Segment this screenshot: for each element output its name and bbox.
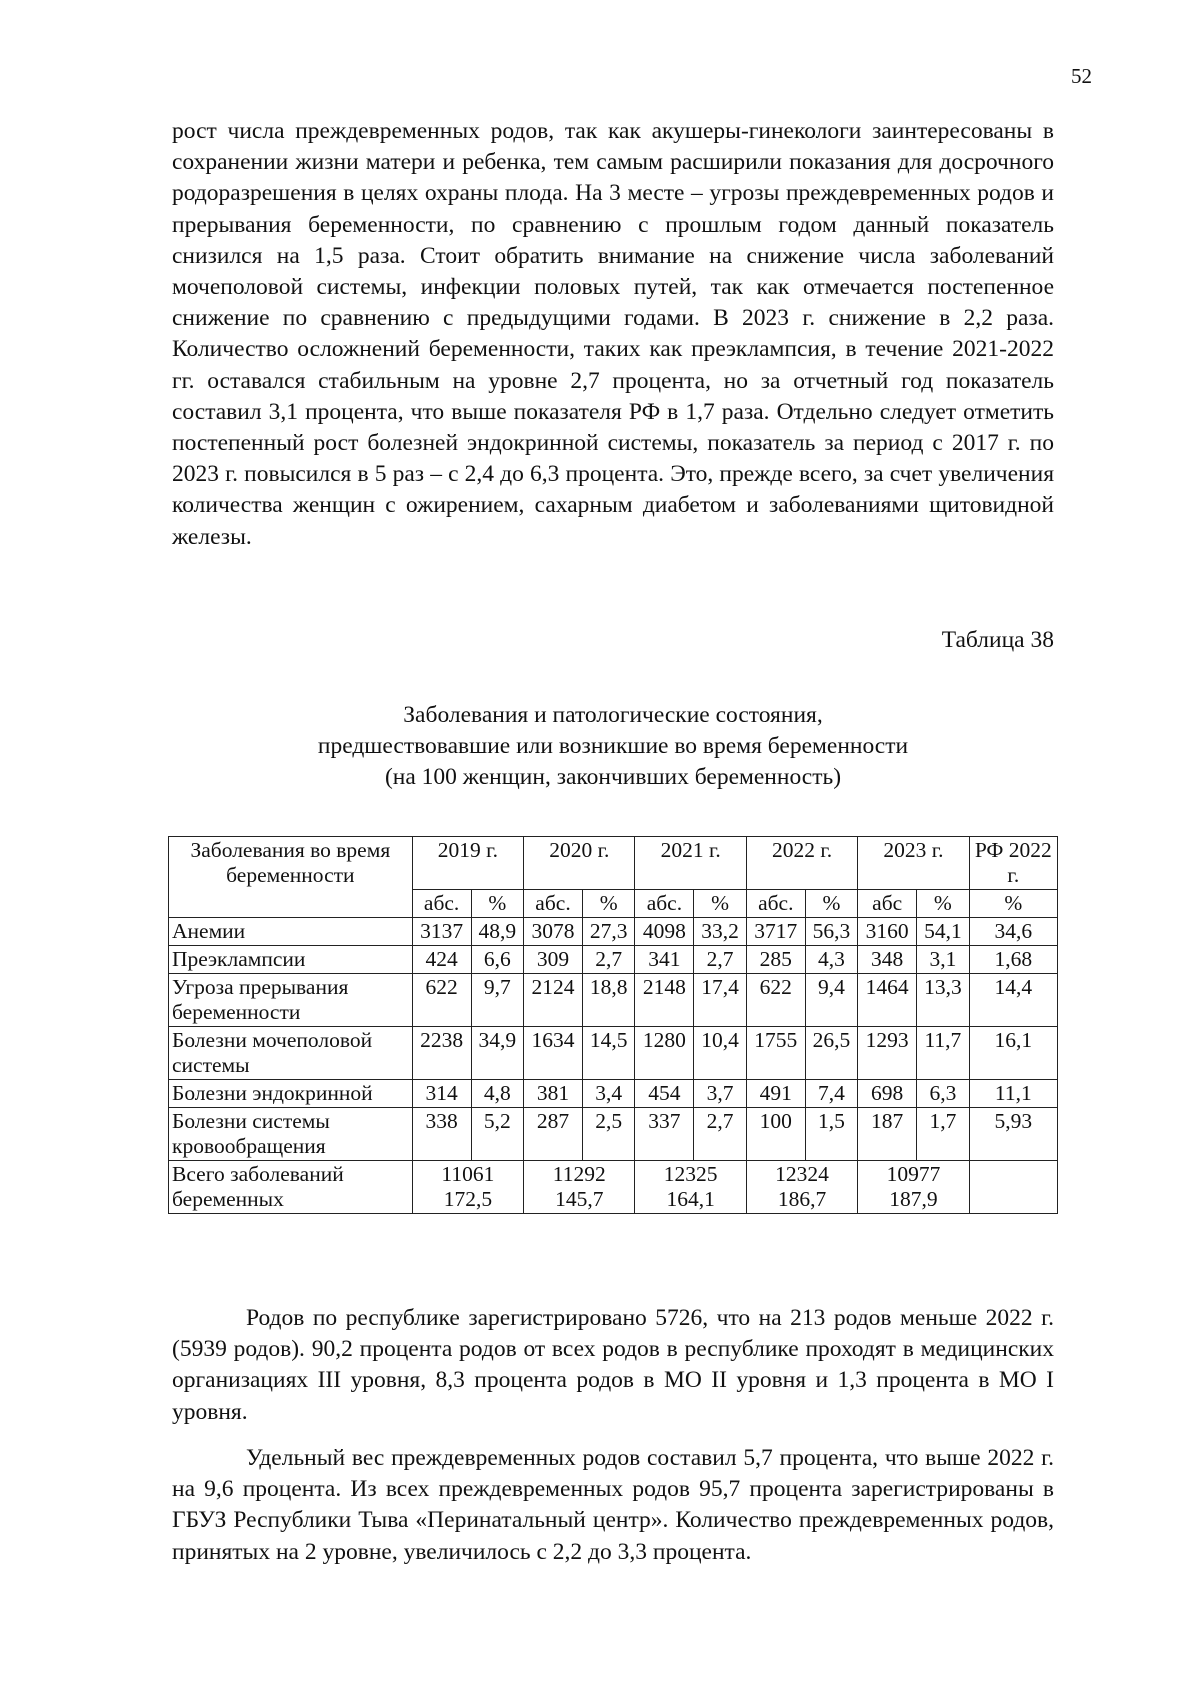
table-caption-line: Заболевания и патологические состояния, bbox=[403, 702, 823, 728]
row-rf-value: 1,68 bbox=[969, 946, 1057, 974]
row-pct-value: 1,5 bbox=[805, 1108, 858, 1161]
total-abs: 11061 bbox=[441, 1162, 495, 1186]
table-caption bbox=[172, 700, 1054, 793]
row-rf-value: 14,4 bbox=[969, 974, 1057, 1027]
row-abs-value: 3078 bbox=[524, 918, 583, 946]
table-row bbox=[169, 1027, 1058, 1080]
row-pct-value: 18,8 bbox=[582, 974, 635, 1027]
paragraph-intro: рост числа преждевременных родов, так как акушеры-гинекологи заинтересованы в сохранении жизни матери и ребенка, тем самым расширили показания для досрочного родоразрешения в целях охраны плода. На 3 месте – угрозы преждевременных родов и прерывания беременности, по сравнению с прошлым годом данный показатель снизился на 1,5 раза. Стоит обратить внимание на снижение числа заболеваний мочеполовой системы, инфекции половых путей, так как отмечается постепенное снижение по сравнению с предыдущими годами. В 2023 г. снижение в 2,2 раза. Количество осложнений беременности, таких как преэклампсия, в течение 2021-2022 гг. оставался стабильным на уровне 2,7 процента, но за отчетный год показатель составил 3,1 процента, что выше показателя РФ в 1,7 раза. Отдельно следует отметить постепенный рост болезней эндокринной системы, показатель за период с 2017 г. по 2023 г. повысился в 5 раз – с 2,4 до 6,3 процента. Это, прежде всего, за счет увеличения количества женщин с ожирением, сахарным диабетом и заболеваниями щитовидной железы. bbox=[172, 118, 1054, 550]
row-pct-value: 33,2 bbox=[694, 918, 747, 946]
total-cell bbox=[746, 1161, 857, 1214]
total-rate: 164,1 bbox=[666, 1187, 715, 1211]
row-abs-value: 2238 bbox=[412, 1027, 471, 1080]
subheader-cell: абс. bbox=[524, 890, 583, 918]
row-disease-name: Преэклампсии bbox=[169, 946, 413, 974]
row-abs-value: 3137 bbox=[412, 918, 471, 946]
row-abs-value: 622 bbox=[412, 974, 471, 1027]
total-rf bbox=[969, 1161, 1057, 1214]
total-abs: 12325 bbox=[663, 1162, 718, 1186]
table-row bbox=[169, 918, 1058, 946]
row-abs-value: 287 bbox=[524, 1108, 583, 1161]
header-year: 2020 г. bbox=[524, 837, 635, 890]
page-number: 52 bbox=[1071, 64, 1092, 88]
total-rate: 186,7 bbox=[777, 1187, 827, 1211]
header-rf: РФ 2022 г. bbox=[969, 837, 1057, 890]
total-cell bbox=[635, 1161, 746, 1214]
subheader-cell: % bbox=[694, 890, 747, 918]
row-pct-value: 27,3 bbox=[582, 918, 635, 946]
row-pct-value: 2,5 bbox=[582, 1108, 635, 1161]
row-abs-value: 285 bbox=[746, 946, 805, 974]
subheader-cell: % bbox=[969, 890, 1057, 918]
row-pct-value: 2,7 bbox=[582, 946, 635, 974]
subheader-cell: абс. bbox=[635, 890, 694, 918]
row-pct-value: 5,2 bbox=[471, 1108, 524, 1161]
row-disease-name: Болезни мочеполовой системы bbox=[169, 1027, 413, 1080]
row-abs-value: 4098 bbox=[635, 918, 694, 946]
row-disease-name: Угроза прерывания беременности bbox=[169, 974, 413, 1027]
total-abs: 10977 bbox=[886, 1162, 941, 1186]
row-pct-value: 56,3 bbox=[805, 918, 858, 946]
subheader-cell: % bbox=[917, 890, 970, 918]
row-abs-value: 348 bbox=[858, 946, 917, 974]
table-row bbox=[169, 974, 1058, 1027]
table-header-row bbox=[169, 837, 1058, 890]
row-pct-value: 26,5 bbox=[805, 1027, 858, 1080]
row-abs-value: 341 bbox=[635, 946, 694, 974]
diseases-table bbox=[168, 836, 1058, 1214]
row-pct-value: 13,3 bbox=[917, 974, 970, 1027]
subheader-cell: % bbox=[582, 890, 635, 918]
row-pct-value: 10,4 bbox=[694, 1027, 747, 1080]
row-rf-value: 5,93 bbox=[969, 1108, 1057, 1161]
row-rf-value: 34,6 bbox=[969, 918, 1057, 946]
row-abs-value: 338 bbox=[412, 1108, 471, 1161]
table-row bbox=[169, 1108, 1058, 1161]
total-rate: 145,7 bbox=[555, 1187, 604, 1211]
row-abs-value: 309 bbox=[524, 946, 583, 974]
row-abs-value: 622 bbox=[746, 974, 805, 1027]
row-abs-value: 1755 bbox=[746, 1027, 805, 1080]
row-pct-value: 17,4 bbox=[694, 974, 747, 1027]
row-pct-value: 6,3 bbox=[917, 1080, 970, 1108]
row-pct-value: 14,5 bbox=[582, 1027, 635, 1080]
row-pct-value: 3,1 bbox=[917, 946, 970, 974]
total-cell bbox=[412, 1161, 523, 1214]
total-name: Всего заболеваний беременных bbox=[169, 1161, 413, 1214]
subheader-cell: абс bbox=[858, 890, 917, 918]
row-abs-value: 100 bbox=[746, 1108, 805, 1161]
header-disease-name: Заболевания во время беременности bbox=[169, 837, 413, 918]
paragraph-births: Родов по республике зарегистрировано 5726, что на 213 родов меньше 2022 г. (5939 родов). 90,2 процента родов от всех родов в республике проходят в медицинских организациях III уровня, 8,3 процента родов в МО II уровня и 1,3 процента в МО I уровня. bbox=[172, 1305, 1054, 1425]
row-pct-value: 3,4 bbox=[582, 1080, 635, 1108]
header-year: 2023 г. bbox=[858, 837, 969, 890]
subheader-cell: % bbox=[805, 890, 858, 918]
row-abs-value: 2124 bbox=[524, 974, 583, 1027]
total-abs: 11292 bbox=[552, 1162, 606, 1186]
row-abs-value: 1293 bbox=[858, 1027, 917, 1080]
table-label: Таблица 38 bbox=[941, 627, 1054, 653]
total-rate: 187,9 bbox=[889, 1187, 938, 1211]
header-year: 2022 г. bbox=[746, 837, 857, 890]
total-cell bbox=[524, 1161, 635, 1214]
table-caption-line: предшествовавшие или возникшие во время беременности bbox=[317, 733, 909, 759]
total-cell bbox=[858, 1161, 969, 1214]
subheader-cell: абс. bbox=[412, 890, 471, 918]
row-abs-value: 1464 bbox=[858, 974, 917, 1027]
table-row bbox=[169, 946, 1058, 974]
row-pct-value: 4,3 bbox=[805, 946, 858, 974]
row-pct-value: 11,7 bbox=[917, 1027, 970, 1080]
row-abs-value: 3717 bbox=[746, 918, 805, 946]
row-disease-name: Болезни системы кровообращения bbox=[169, 1108, 413, 1161]
row-pct-value: 48,9 bbox=[471, 918, 524, 946]
row-abs-value: 3160 bbox=[858, 918, 917, 946]
row-pct-value: 1,7 bbox=[917, 1108, 970, 1161]
row-rf-value: 16,1 bbox=[969, 1027, 1057, 1080]
row-abs-value: 491 bbox=[746, 1080, 805, 1108]
row-disease-name: Болезни эндокринной bbox=[169, 1080, 413, 1108]
table-body bbox=[169, 918, 1058, 1161]
row-rf-value: 11,1 bbox=[969, 1080, 1057, 1108]
row-abs-value: 1634 bbox=[524, 1027, 583, 1080]
total-rate: 172,5 bbox=[443, 1187, 493, 1211]
row-pct-value: 6,6 bbox=[471, 946, 524, 974]
table-caption-line: (на 100 женщин, закончивших беременность) bbox=[384, 764, 842, 790]
row-pct-value: 54,1 bbox=[917, 918, 970, 946]
row-pct-value: 4,8 bbox=[471, 1080, 524, 1108]
header-year: 2019 г. bbox=[412, 837, 523, 890]
table-row-total bbox=[169, 1161, 1058, 1214]
subheader-cell: % bbox=[471, 890, 524, 918]
row-abs-value: 1280 bbox=[635, 1027, 694, 1080]
row-abs-value: 424 bbox=[412, 946, 471, 974]
table-row bbox=[169, 1080, 1058, 1108]
row-disease-name: Анемии bbox=[169, 918, 413, 946]
row-abs-value: 314 bbox=[412, 1080, 471, 1108]
row-abs-value: 2148 bbox=[635, 974, 694, 1027]
row-pct-value: 9,4 bbox=[805, 974, 858, 1027]
row-pct-value: 3,7 bbox=[694, 1080, 747, 1108]
row-abs-value: 698 bbox=[858, 1080, 917, 1108]
paragraph-preterm: Удельный вес преждевременных родов составил 5,7 процента, что выше 2022 г. на 9,6 процента. Из всех преждевременных родов 95,7 процента зарегистрированы в ГБУЗ Республики Тыва «Перинатальный центр». Количество преждевременных родов, принятых на 2 уровне, увеличилось с 2,2 до 3,3 процента. bbox=[172, 1445, 1054, 1565]
row-abs-value: 454 bbox=[635, 1080, 694, 1108]
total-abs: 12324 bbox=[775, 1162, 829, 1186]
row-pct-value: 34,9 bbox=[471, 1027, 524, 1080]
row-abs-value: 187 bbox=[858, 1108, 917, 1161]
row-pct-value: 9,7 bbox=[471, 974, 524, 1027]
row-abs-value: 381 bbox=[524, 1080, 583, 1108]
row-pct-value: 2,7 bbox=[694, 946, 747, 974]
row-pct-value: 7,4 bbox=[805, 1080, 858, 1108]
row-abs-value: 337 bbox=[635, 1108, 694, 1161]
subheader-cell: абс. bbox=[746, 890, 805, 918]
header-year: 2021 г. bbox=[635, 837, 746, 890]
row-pct-value: 2,7 bbox=[694, 1108, 747, 1161]
